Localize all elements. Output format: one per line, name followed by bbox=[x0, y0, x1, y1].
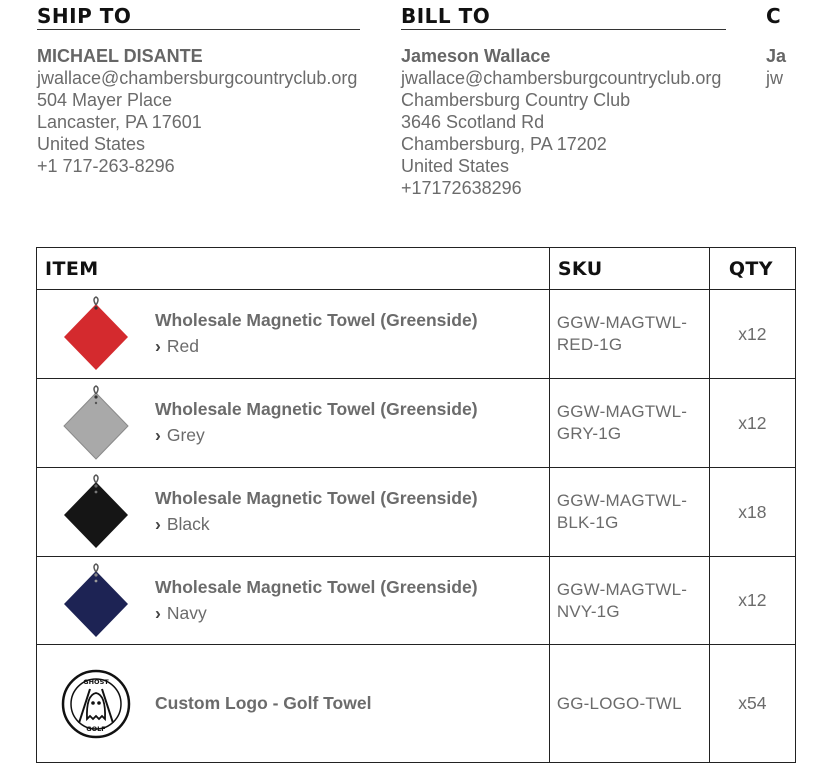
sku-line-2: BLK-1G bbox=[556, 513, 619, 532]
ship-to-section bbox=[37, 0, 360, 177]
ship-to-email: jwallace@chambersburgcountryclub.org bbox=[37, 68, 358, 88]
item-name: Wholesale Magnetic Towel (Greenside) bbox=[155, 577, 478, 597]
item-variant: › Red bbox=[155, 336, 199, 356]
sku-line-1: GGW-MAGTWL- bbox=[556, 313, 688, 332]
towel-red-icon bbox=[59, 297, 133, 371]
sku-line-2: NVY-1G bbox=[556, 601, 620, 621]
qty-cell: x12 bbox=[709, 290, 795, 379]
bill-to-address bbox=[401, 45, 726, 199]
ship-to-name: MICHAEL DISANTE bbox=[37, 46, 203, 66]
table-header-row bbox=[37, 248, 796, 290]
ship-to-country: United States bbox=[37, 134, 146, 154]
third-name: Ja bbox=[766, 46, 787, 66]
table-row bbox=[37, 645, 796, 763]
sku-column-header: SKU bbox=[549, 248, 709, 290]
bill-to-country: United States bbox=[401, 156, 510, 176]
third-address-section bbox=[766, 0, 826, 89]
ship-to-city: Lancaster, PA 17601 bbox=[37, 112, 202, 132]
bill-to-company: Chambersburg Country Club bbox=[401, 90, 631, 110]
item-cell bbox=[37, 290, 550, 379]
sku-line-2: RED-1G bbox=[556, 335, 623, 354]
towel-black-icon bbox=[59, 475, 133, 549]
table-row bbox=[37, 557, 796, 645]
item-variant: › Black bbox=[155, 514, 210, 534]
variant-label: Grey bbox=[166, 425, 205, 445]
sku-line-1: GGW-MAGTWL- bbox=[556, 491, 688, 510]
sku-cell bbox=[549, 379, 709, 468]
sku-cell bbox=[549, 645, 709, 763]
item-cell bbox=[37, 468, 550, 557]
third-line: jw bbox=[766, 68, 783, 88]
bill-to-street: 3646 Scotland Rd bbox=[401, 112, 545, 132]
table-row bbox=[37, 290, 796, 379]
sku-line-1: GG-LOGO-TWL bbox=[556, 693, 682, 713]
bill-to-name: Jameson Wallace bbox=[401, 46, 551, 66]
item-name: Wholesale Magnetic Towel (Greenside) bbox=[155, 399, 478, 419]
item-name: Wholesale Magnetic Towel (Greenside) bbox=[155, 310, 478, 330]
item-name: Custom Logo - Golf Towel bbox=[155, 693, 372, 713]
item-column-header: ITEM bbox=[37, 248, 550, 290]
variant-label: Red bbox=[166, 336, 199, 356]
sku-cell bbox=[549, 290, 709, 379]
item-cell bbox=[37, 645, 550, 763]
logo-top-text: GHOST bbox=[83, 677, 109, 686]
ship-to-street: 504 Mayer Place bbox=[37, 90, 173, 110]
logo-bottom-text: GOLF bbox=[86, 724, 106, 733]
variant-label: Navy bbox=[166, 603, 207, 623]
ship-to-phone: +1 717-263-8296 bbox=[37, 156, 175, 176]
bill-to-heading: BILL TO bbox=[401, 0, 726, 30]
bill-to-section bbox=[401, 0, 726, 199]
towel-navy-icon bbox=[59, 564, 133, 638]
ghost-golf-logo-icon bbox=[59, 667, 133, 741]
qty-cell: x54 bbox=[709, 645, 795, 763]
qty-cell: x12 bbox=[709, 557, 795, 645]
item-cell bbox=[37, 557, 550, 645]
bill-to-city: Chambersburg, PA 17202 bbox=[401, 134, 607, 154]
ship-to-heading: SHIP TO bbox=[37, 0, 360, 30]
item-variant: › Navy bbox=[155, 603, 207, 623]
sku-line-2: GRY-1G bbox=[556, 424, 622, 443]
item-variant: › Grey bbox=[155, 425, 205, 445]
bill-to-phone: +17172638296 bbox=[401, 178, 522, 198]
table-row bbox=[37, 379, 796, 468]
bill-to-email: jwallace@chambersburgcountryclub.org bbox=[401, 68, 722, 88]
qty-column-header: QTY bbox=[709, 248, 795, 290]
variant-label: Black bbox=[166, 514, 210, 534]
sku-cell bbox=[549, 557, 709, 645]
sku-line-1: GGW-MAGTWL- bbox=[556, 402, 688, 421]
item-cell bbox=[37, 379, 550, 468]
table-row bbox=[37, 468, 796, 557]
third-heading: C bbox=[766, 4, 782, 28]
sku-line-1: GGW-MAGTWL- bbox=[556, 579, 688, 599]
qty-cell: x18 bbox=[709, 468, 795, 557]
order-items-table bbox=[36, 247, 796, 763]
item-name: Wholesale Magnetic Towel (Greenside) bbox=[155, 488, 478, 508]
ship-to-address bbox=[37, 45, 360, 177]
sku-cell bbox=[549, 468, 709, 557]
qty-cell: x12 bbox=[709, 379, 795, 468]
towel-grey-icon bbox=[59, 386, 133, 460]
